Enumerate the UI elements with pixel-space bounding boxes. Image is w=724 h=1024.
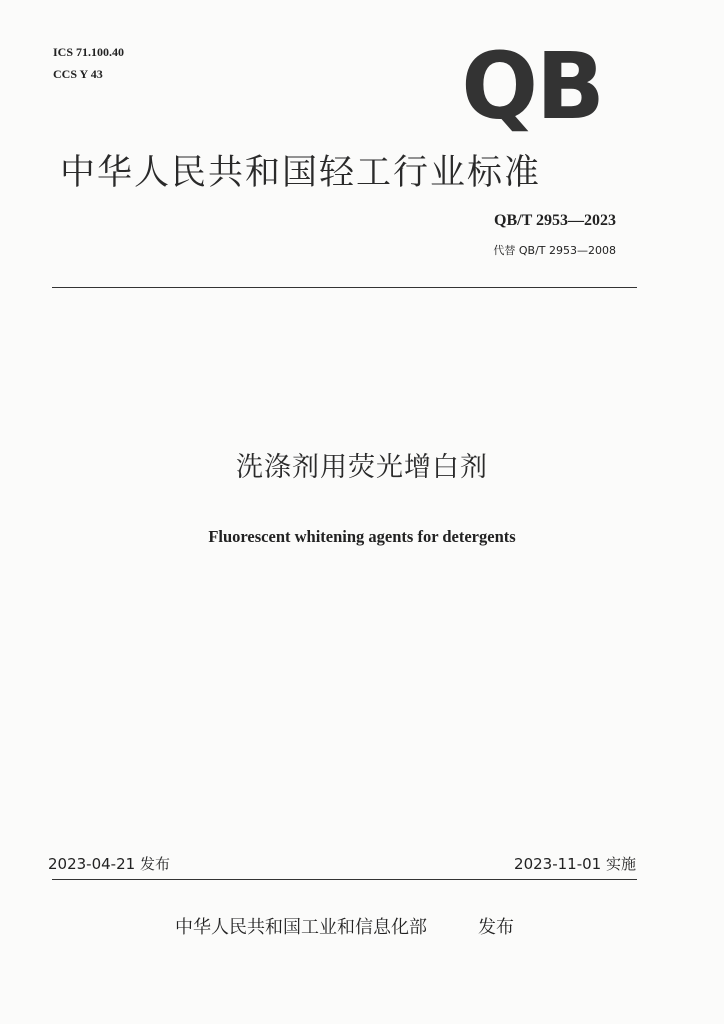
document-title-chinese: 洗涤剂用荧光增白剂 bbox=[236, 452, 488, 483]
publisher-name: 中华人民共和国工业和信息化部 bbox=[175, 917, 427, 938]
top-divider bbox=[52, 287, 637, 288]
ccs-code: CCS Y 43 bbox=[53, 67, 103, 81]
issue-date: 2023-04-21 发布 bbox=[48, 855, 170, 873]
implementation-date: 2023-11-01 实施 bbox=[514, 855, 636, 873]
ics-code: ICS 71.100.40 bbox=[53, 45, 125, 59]
standard-number: QB/T 2953—2023 bbox=[494, 212, 616, 229]
industry-standard-title: 中华人民共和国轻工行业标准 bbox=[60, 153, 542, 193]
replaced-standard: 代替 QB/T 2953—2008 bbox=[493, 244, 616, 257]
publisher-action: 发布 bbox=[478, 917, 514, 938]
bottom-divider bbox=[52, 879, 637, 880]
document-title-english: Fluorescent whitening agents for detergents bbox=[208, 527, 516, 546]
qb-logo: QB bbox=[461, 33, 603, 140]
